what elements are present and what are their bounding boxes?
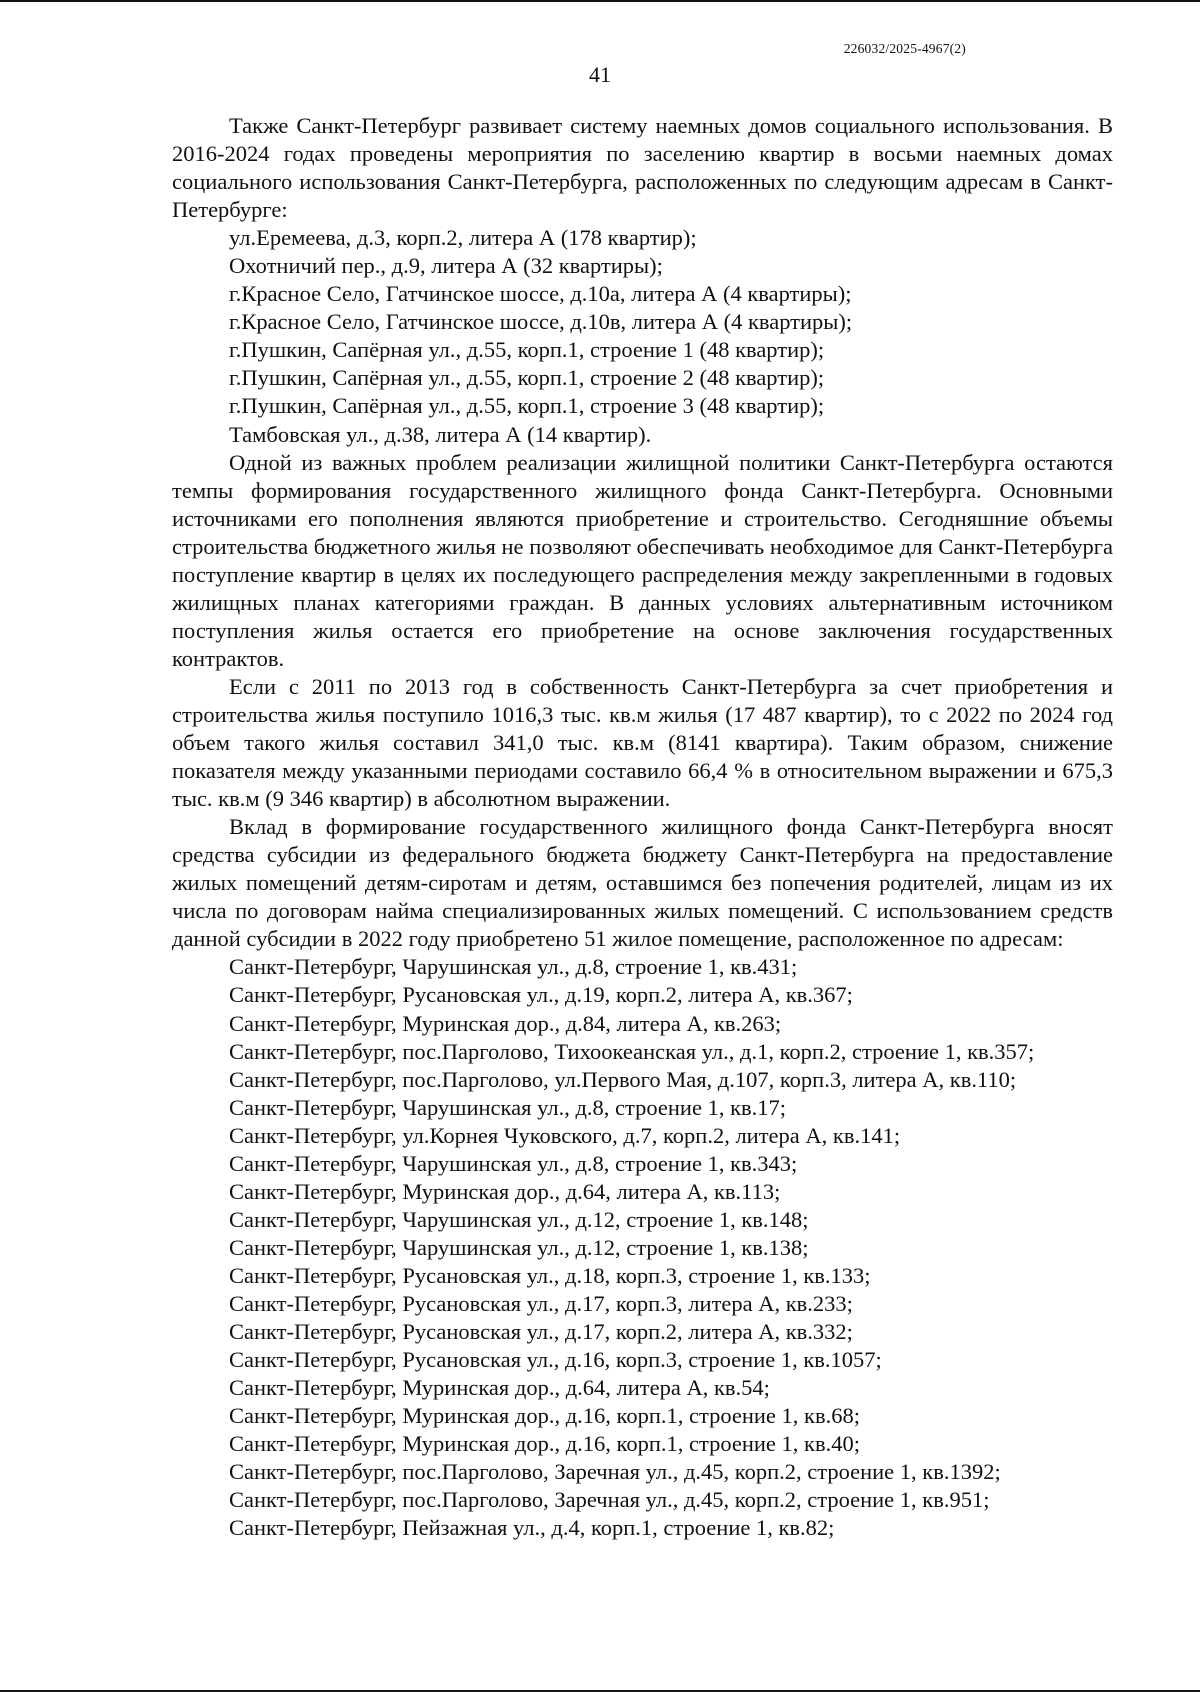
paragraph-rental-houses-intro: Также Санкт-Петербург развивает систему наемных домов социального использования. В 2016-2024 годах проведены мероприятия по заселению квартир в восьми наемных домах социального использования Санкт-Петербурга, расположенных по следующим адресам в Санкт-Петербурге: [172, 113, 1113, 223]
document-registration-number: 226032/2025-4967(2) [843, 41, 966, 56]
list-item: ул.Еремеева, д.3, корп.2, литера А (178 квартир); [229, 225, 697, 251]
list-item: г.Красное Село, Гатчинское шоссе, д.10а, литера А (4 квартиры); [229, 281, 852, 307]
list-item: Санкт-Петербург, Чарушинская ул., д.8, строение 1, кв.17; [229, 1094, 787, 1120]
list-item: Санкт-Петербург, Муринская дор., д.64, литера А, кв.113; [229, 1178, 781, 1204]
paragraph-housing-volume-comparison: Если с 2011 по 2013 год в собственность Санкт-Петербурга за счет приобретения и строительства жилья поступило 1016,3 тыс. кв.м жилья (17 487 квартир), то с 2022 по 2024 год объем такого жилья составил 341,0 тыс. кв.м (8141 квартира). Таким образом, снижение показателя между указанными периодами составило 66,4 % в относительном выражении и 675,3 тыс. кв.м (9 346 квартир) в абсолютном выражении. [172, 673, 1113, 812]
list-item: Тамбовская ул., д.38, литера А (14 квартир). [229, 421, 652, 447]
list-item: Санкт-Петербург, Чарушинская ул., д.8, строение 1, кв.343; [229, 1150, 798, 1176]
paragraph-orphans-subsidy: Вклад в формирование государственного жилищного фонда Санкт-Петербурга вносят средства субсидии из федерального бюджета бюджету Санкт-Петербурга на предоставление жилых помещений детям-сиротам и детям, оставшимся без попечения родителей, лицам из их числа по договорам найма специализированных жилых помещений. С использованием средств данной субсидии в 2022 году приобретено 51 жилое помещение, расположенное по адресам: [172, 814, 1113, 952]
list-item: Санкт-Петербург, Муринская дор., д.16, корп.1, строение 1, кв.68; [229, 1403, 860, 1429]
list-item: Санкт-Петербург, Русановская ул., д.18, корп.3, строение 1, кв.133; [229, 1262, 871, 1288]
list-item: г.Пушкин, Сапёрная ул., д.55, корп.1, строение 1 (48 квартир); [229, 337, 825, 363]
document-body [172, 112, 1113, 1542]
list-item: Санкт-Петербург, Русановская ул., д.17, корп.3, литера А, кв.233; [229, 1290, 853, 1316]
list-item: Санкт-Петербург, Пейзажная ул., д.4, корп.1, строение 1, кв.82; [229, 1515, 835, 1541]
list-item: Санкт-Петербург, Русановская ул., д.19, корп.2, литера А, кв.367; [229, 982, 853, 1008]
paragraph-housing-policy-problem: Одной из важных проблем реализации жилищной политики Санкт-Петербурга остаются темпы формирования государственного жилищного фонда Санкт-Петербурга. Основными источниками его пополнения являются приобретение и строительство. Сегодняшние объемы строительства бюджетного жилья не позволяют обеспечивать необходимое для Санкт-Петербурга поступление квартир в целях их последующего распределения между закрепленными в годовых жилищных планах категориями граждан. В данных условиях альтернативным источником поступления жилья остается его приобретение на основе заключения государственных контрактов. [172, 449, 1113, 671]
list-item: Санкт-Петербург, ул.Корнея Чуковского, д.7, корп.2, литера А, кв.141; [229, 1122, 901, 1148]
list-item: г.Красное Село, Гатчинское шоссе, д.10в, литера А (4 квартиры); [229, 309, 853, 335]
orphan-housing-address-list [172, 953, 1113, 1542]
list-item: Санкт-Петербург, Русановская ул., д.17, корп.2, литера А, кв.332; [229, 1319, 853, 1345]
top-scan-border [0, 0, 1200, 2]
list-item: Охотничий пер., д.9, литера А (32 квартиры); [229, 253, 663, 279]
rental-houses-address-list [172, 224, 1113, 448]
list-item: Санкт-Петербург, Чарушинская ул., д.12, строение 1, кв.138; [229, 1234, 809, 1260]
list-item: Санкт-Петербург, Чарушинская ул., д.12, строение 1, кв.148; [229, 1206, 809, 1232]
list-item: г.Пушкин, Сапёрная ул., д.55, корп.1, строение 3 (48 квартир); [229, 393, 825, 419]
list-item: Санкт-Петербург, пос.Парголово, Тихоокеанская ул., д.1, корп.2, строение 1, кв.357; [229, 1038, 1035, 1064]
list-item: Санкт-Петербург, Муринская дор., д.84, литера А, кв.263; [229, 1010, 782, 1036]
list-item: Санкт-Петербург, Чарушинская ул., д.8, строение 1, кв.431; [229, 954, 798, 980]
list-item: Санкт-Петербург, Русановская ул., д.16, корп.3, строение 1, кв.1057; [229, 1347, 882, 1373]
list-item: Санкт-Петербург, пос.Парголово, Заречная ул., д.45, корп.2, строение 1, кв.1392; [229, 1459, 1001, 1485]
list-item: Санкт-Петербург, пос.Парголово, Заречная ул., д.45, корп.2, строение 1, кв.951; [229, 1487, 990, 1513]
list-item: Санкт-Петербург, Муринская дор., д.64, литера А, кв.54; [229, 1375, 770, 1401]
list-item: г.Пушкин, Сапёрная ул., д.55, корп.1, строение 2 (48 квартир); [229, 365, 825, 391]
list-item: Санкт-Петербург, Муринская дор., д.16, корп.1, строение 1, кв.40; [229, 1431, 860, 1457]
list-item: Санкт-Петербург, пос.Парголово, ул.Первого Мая, д.107, корп.3, литера А, кв.110; [229, 1066, 1017, 1092]
page-number: 41 [589, 62, 611, 87]
